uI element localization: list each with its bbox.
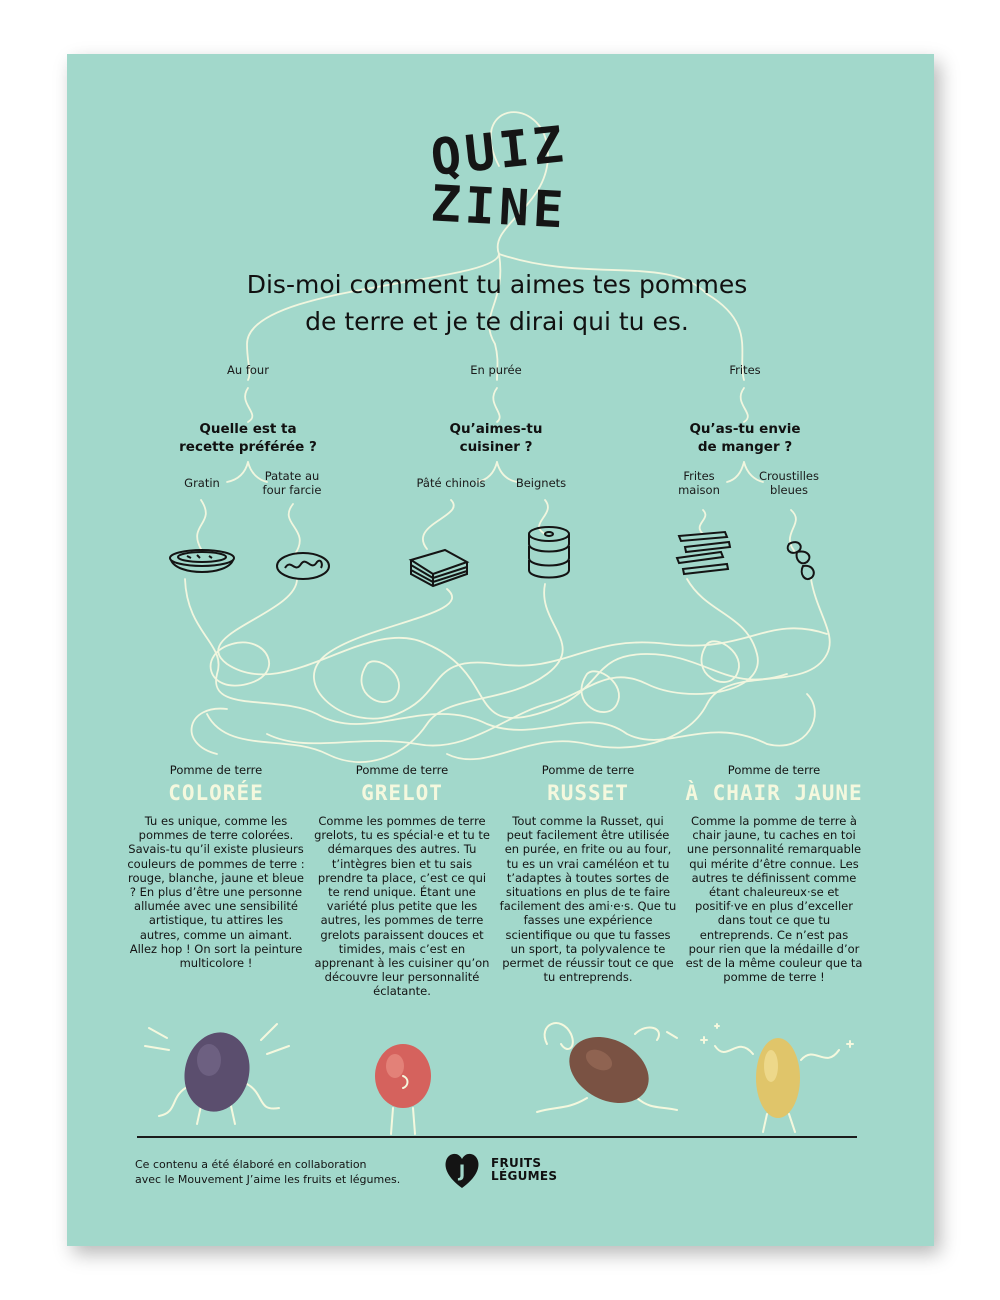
option-label-1: Patate au bbox=[264, 469, 320, 483]
question-line-1: Qu’as-tu envie bbox=[689, 421, 801, 437]
result-pre: Pomme de terre bbox=[169, 763, 263, 777]
stuffed-potato-icon bbox=[275, 548, 331, 582]
result-pre: Pomme de terre bbox=[355, 763, 449, 777]
option-label-2: bleues bbox=[770, 483, 808, 497]
quizzine-logo bbox=[429, 116, 569, 246]
result-russet bbox=[499, 762, 677, 984]
question-line-2: recette préférée ? bbox=[179, 439, 317, 455]
option-label: Pâté chinois bbox=[416, 476, 486, 490]
result-text: Comme les pommes de terre grelots, tu es spécial·e et tu te démarques des autres. Tu t’intègres bien et tu sais prendre ta place, c’est ce qui te rend unique. Étant une variété plus petite que les autres, les pommes de terre grelots paraissent douces et timides, mais c’est en apprenant à les cuisiner qu’on découvre leur personnalité éclatante. bbox=[314, 814, 490, 999]
shepherds-pie-icon bbox=[405, 544, 471, 588]
result-text: Comme la pomme de terre à chair jaune, tu caches en toi une personnalité remarquable qui mérite d’être connue. Les autres te définissent comme étant chaleureux·se et positif·ve en plus d’exceller dans tout ce que tu entreprends. Ce n’est pas pour rien que la médaille d’or est de la même couleur que ta pomme de terre ! bbox=[685, 814, 863, 985]
option-label-2: maison bbox=[678, 483, 720, 497]
choice-au-four: Au four bbox=[227, 363, 269, 377]
red-potato-character bbox=[363, 1026, 443, 1136]
logo-line-2: ZINE bbox=[429, 174, 569, 240]
yellow-potato-character bbox=[697, 1014, 857, 1134]
credit-text bbox=[135, 1158, 435, 1187]
logo-line-1: QUIZ bbox=[428, 115, 570, 187]
fruits-legumes-heart-logo bbox=[444, 1150, 480, 1190]
option-beignets bbox=[506, 476, 576, 490]
ground-line bbox=[137, 1136, 857, 1138]
blue-chips-icon bbox=[783, 538, 823, 584]
poster bbox=[67, 54, 934, 1246]
question-cuisiner bbox=[416, 420, 576, 456]
question-line-1: Qu’aimes-tu bbox=[449, 421, 543, 437]
homemade-fries-icon bbox=[673, 530, 733, 578]
result-chair-jaune bbox=[685, 762, 863, 984]
option-gratin bbox=[167, 476, 237, 490]
result-title: GRELOT bbox=[361, 781, 443, 805]
page-title bbox=[147, 266, 847, 340]
question-recette bbox=[168, 420, 328, 456]
result-title: COLORÉE bbox=[168, 781, 264, 805]
brand-line-2: LÉGUMES bbox=[491, 1169, 558, 1183]
question-line-2: cuisiner ? bbox=[459, 439, 533, 455]
option-label-1: Frites bbox=[683, 469, 715, 483]
brand-wordmark bbox=[491, 1157, 557, 1183]
option-patate-farcie bbox=[252, 469, 332, 497]
option-label: Beignets bbox=[515, 476, 567, 490]
result-pre: Pomme de terre bbox=[541, 763, 635, 777]
option-label-2: four farcie bbox=[262, 483, 322, 497]
question-line-2: de manger ? bbox=[697, 439, 793, 455]
choice-en-puree: En purée bbox=[470, 363, 522, 377]
question-manger bbox=[665, 420, 825, 456]
result-coloree bbox=[127, 762, 305, 970]
gratin-dish-icon bbox=[167, 544, 237, 580]
title-line-2: de terre et je te dirai qui tu es. bbox=[305, 307, 689, 336]
choice-frites: Frites bbox=[729, 363, 761, 377]
result-title: À CHAIR JAUNE bbox=[685, 781, 863, 805]
purple-potato-character bbox=[139, 1016, 299, 1126]
option-pate-chinois bbox=[406, 476, 496, 490]
option-croustilles bbox=[749, 469, 829, 497]
result-grelot bbox=[313, 762, 491, 999]
russet-potato-character bbox=[527, 1014, 687, 1124]
result-text: Tu es unique, comme les pommes de terre colorées. Savais-tu qu’il existe plusieurs couleurs de pommes de terre : rouge, blanche, jaune et bleue ? En plus d’être une personne allumée avec une sensibilité artistique, tu attires les autres, comme un aimant. Allez hop ! On sort la peinture multicolore ! bbox=[127, 814, 305, 971]
brand-mark: J bbox=[458, 1162, 466, 1182]
title-line-1: Dis-moi comment tu aimes tes pommes bbox=[246, 270, 748, 299]
question-line-1: Quelle est ta bbox=[199, 421, 297, 437]
option-label: Gratin bbox=[184, 476, 220, 490]
credit-line-1: Ce contenu a été élaboré en collaboration bbox=[135, 1158, 367, 1171]
result-title: RUSSET bbox=[547, 781, 629, 805]
brand-line-1: FRUITS bbox=[491, 1156, 542, 1170]
credit-line-2: avec le Mouvement J’aime les fruits et légumes. bbox=[135, 1172, 401, 1186]
option-label-1: Croustilles bbox=[759, 469, 819, 483]
option-frites-maison bbox=[664, 469, 734, 497]
result-pre: Pomme de terre bbox=[727, 763, 821, 777]
fritters-icon bbox=[525, 524, 573, 582]
result-text: Tout comme la Russet, qui peut facilement être utilisée en purée, en frite ou au four, tu es un vrai caméléon et tu t’adaptes à toutes sortes de situations en plus de te faire facilement des ami·e·s. Que tu fasses une expérience scientifique ou que tu fasses un sport, ta polyvalence te permet de réussir tout ce que tu entreprends. bbox=[499, 814, 677, 985]
